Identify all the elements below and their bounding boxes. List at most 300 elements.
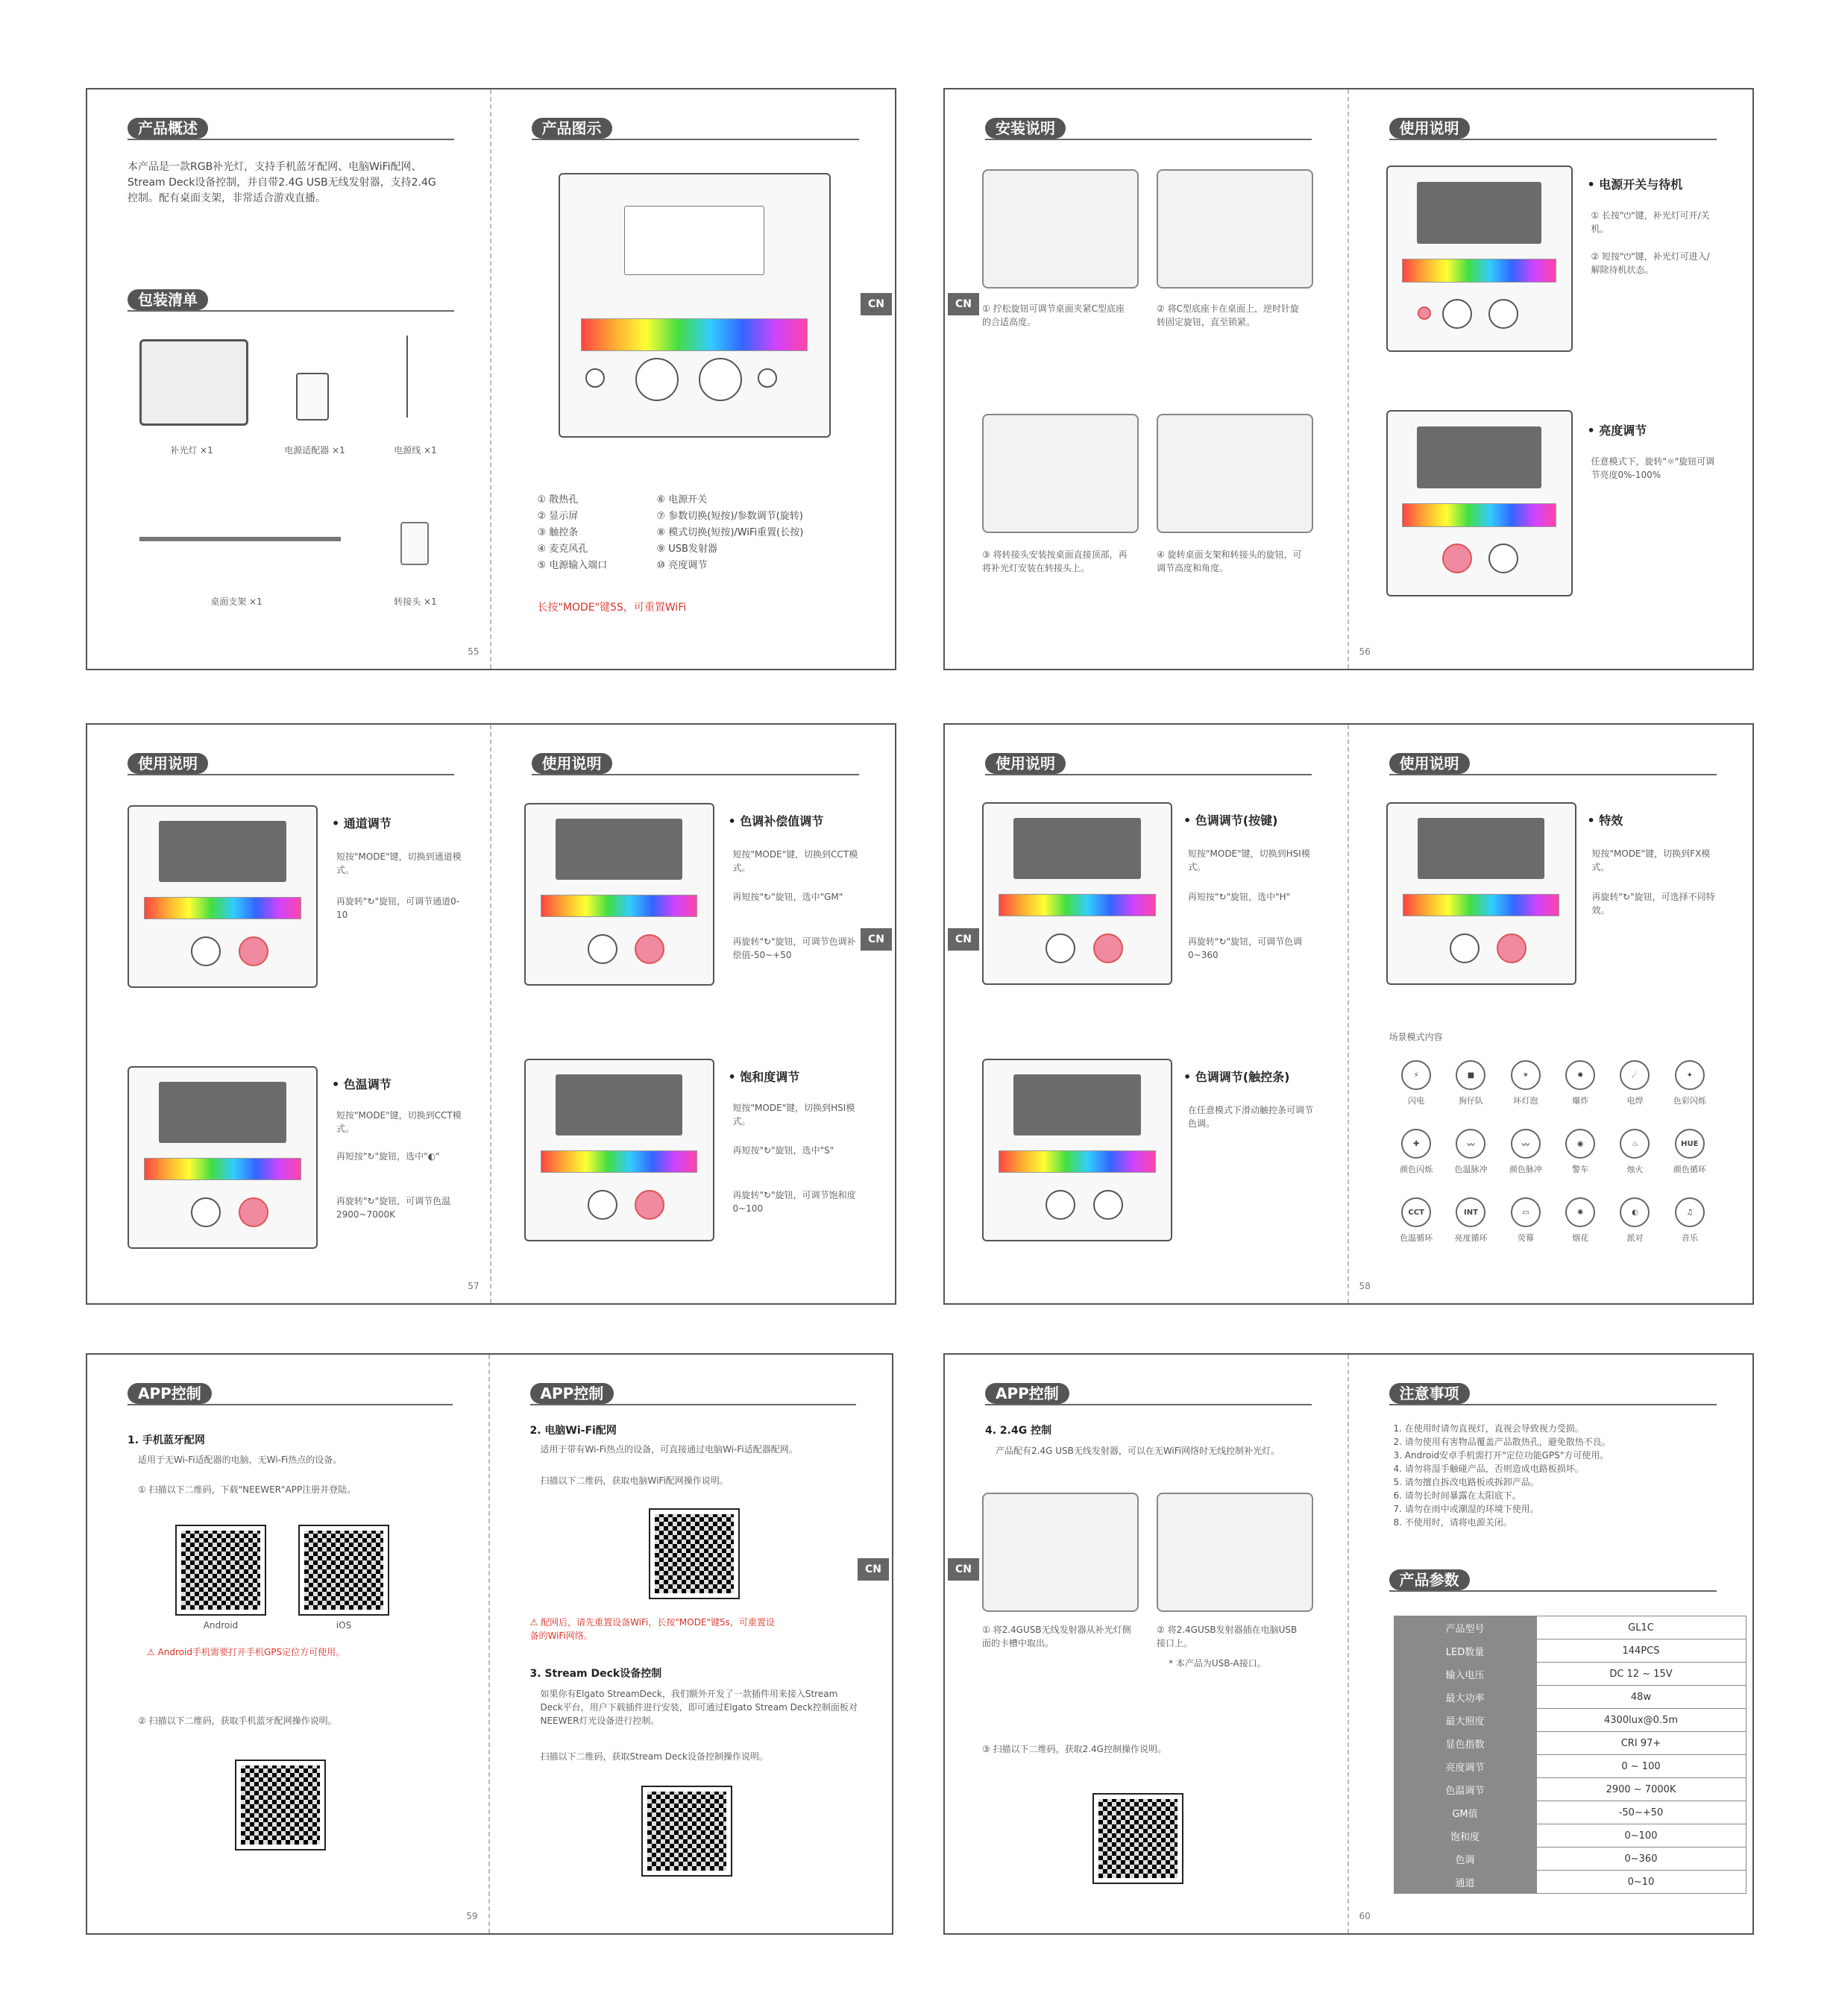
control-knobs [999,1190,1156,1226]
ios-label: iOS [336,1620,352,1631]
cct-line: 再短按"↻"旋钮，选中"◐" [336,1151,440,1162]
section-header [1389,753,1717,775]
spec-key: 亮度调节 [1394,1755,1536,1778]
section-header [128,289,454,312]
channel-line: 再旋转"↻"旋钮，可调节通道0-10 [336,896,460,920]
hue-touch-title: • 色调调节(触控条) [1183,1070,1290,1084]
control-knobs [144,936,301,972]
spread-usage-2 [943,723,1754,1305]
section-header [128,1383,453,1405]
adapter-illustration [296,373,329,420]
spec-key: 饱和度 [1394,1824,1536,1848]
page-right [490,1355,893,1933]
section-title: APP控制 [128,1383,212,1404]
spread-app-1 [86,1353,893,1935]
section-header [985,1383,1312,1405]
brightness-knob [239,1197,268,1227]
scene-label: 电焊 [1626,1096,1644,1106]
product-diagram [559,173,831,438]
scene-icon: ✺ [1565,1197,1595,1227]
spec-value: 0~100 [1536,1824,1746,1848]
install-photo-4 [1157,414,1313,533]
packing-item: 电源适配器 ×1 [284,445,345,456]
scene-item [1608,1060,1662,1106]
param-knob [635,358,679,401]
hue-touch-line: 在任意模式下滑动触控条可调节色调。 [1188,1105,1314,1129]
mode-button [758,368,777,388]
page-number: 58 [1359,1281,1371,1291]
cct-line: 短按"MODE"键，切换到CCT模式。 [336,1110,462,1134]
section1-line: 适用于无Wi-Fi适配器的电脑，无Wi-Fi热点的设备。 [138,1455,342,1465]
gm-line: 再短按"↻"旋钮，选中"GM" [732,892,843,902]
touch-bar [1402,259,1556,283]
touch-bar [1402,503,1556,527]
device-hue-button [982,802,1172,985]
install-step: ② 将C型底座卡在桌面上，逆时针旋转固定旋钮，直至锁紧。 [1157,303,1299,327]
spec-row [1394,1639,1746,1663]
touch-bar [541,895,698,918]
spec-row [1394,1686,1746,1709]
scene-icon: ◉ [1565,1129,1595,1159]
install-photo-1 [982,169,1139,289]
channel-title: • 通道调节 [332,816,392,831]
overview-text: 本产品是一款RGB补光灯，支持手机蓝牙配网、电脑WiFi配网、Stream Deck设备控制，并自带2.4G USB无线发射器，支持2.4G控制。配有桌面支架，非常适合游戏直播。 [128,161,436,204]
display-screen [1417,182,1541,245]
display-screen [159,1082,286,1143]
param-knob [588,934,617,964]
usb-a-note: * 本产品为USB-A接口。 [1169,1658,1266,1669]
brightness-title: • 亮度调节 [1587,423,1647,438]
scene-icon: 〰 [1511,1129,1541,1159]
page-left [945,89,1349,669]
wifi-reset-note: 长按"MODE"键5S，可重置WiFi [537,602,687,614]
spec-value: 4300lux@0.5m [1536,1709,1746,1732]
spread-install [943,88,1754,670]
param-knob [191,936,221,966]
legend-item: ⑥ 电源开关 [656,494,708,505]
legend-item: ① 散热孔 [537,494,579,505]
section2-line: 扫描以下二维码，获取电脑WiFi配网操作说明。 [540,1475,729,1486]
spread-app-2 [943,1353,1754,1935]
qr-code-android [177,1526,265,1614]
note-item: 6. 请勿长时间暴露在太阳底下。 [1393,1490,1521,1501]
page-left [945,725,1349,1303]
scene-item [1662,1197,1717,1244]
touch-bar [144,1158,301,1181]
notes-list [1394,1422,1714,1529]
section-title: 注意事项 [1389,1383,1470,1404]
spec-row [1394,1616,1746,1639]
install-photo-2 [1157,169,1313,289]
spec-key: GM值 [1394,1801,1536,1824]
legend-item: ⑦ 参数切换(短按)/参数调节(旋转) [656,511,803,522]
qr-code-bluetooth-guide [236,1761,324,1849]
scene-label: 色温脉冲 [1454,1165,1488,1174]
scene-item [1444,1197,1498,1244]
touch-bar [1403,894,1560,917]
cn-tab: CN [861,293,892,315]
page-right [491,89,896,669]
section4-step: ② 将2.4GUSB发射器插在电脑USB接口上。 [1157,1625,1298,1648]
display-screen [1013,1074,1141,1135]
section4-text: 产品配有2.4G USB无线发射器，可以在无WiFi网络时无线控制补光灯。 [996,1446,1280,1456]
scene-item [1553,1060,1608,1106]
spread-usage-1 [86,723,896,1305]
param-knob [588,1190,617,1220]
section-header [1389,1569,1717,1592]
scene-label: 色温循环 [1400,1233,1433,1243]
section2-title: 2. 电脑Wi-Fi配网 [529,1425,617,1437]
scene-icon: CCT [1401,1197,1431,1227]
scene-item [1608,1197,1662,1244]
scene-item [1662,1129,1717,1175]
section-header [128,753,454,775]
section-header [1389,118,1717,140]
scene-icon: ✦ [1675,1060,1705,1090]
cn-tab: CN [948,293,979,315]
brightness-knob [699,358,742,401]
page-left [87,1355,490,1933]
section-header [530,1383,857,1405]
control-knobs [581,363,807,415]
qr-code-ios [300,1526,388,1614]
spec-value: 144PCS [1536,1639,1746,1663]
scene-label: 派对 [1626,1233,1644,1243]
brightness-knob [1488,299,1518,329]
scene-item [1553,1197,1608,1244]
spec-row [1394,1663,1746,1686]
saturation-line: 再短按"↻"旋钮，选中"S" [732,1145,834,1156]
display-screen [556,1074,683,1135]
note-item: 7. 请勿在雨中或潮湿的环境下使用。 [1393,1504,1539,1514]
legend-item: ⑤ 电源输入端口 [537,560,608,571]
spec-row [1394,1871,1746,1894]
hue-button-title: • 色调调节(按键) [1183,813,1278,828]
gm-line: 再旋转"↻"旋钮，可调节色调补偿值-50~+50 [732,936,856,960]
android-label: Android [203,1620,239,1631]
light-panel-illustration [139,339,248,426]
spec-value: -50~+50 [1536,1801,1746,1824]
scene-item [1608,1129,1662,1175]
section-title: 使用说明 [1389,753,1470,774]
spec-value: 0~10 [1536,1871,1746,1894]
cct-line: 再旋转"↻"旋钮，可调节色温2900~7000K [336,1196,451,1220]
section-title: APP控制 [530,1383,614,1404]
scene-label: 颜色循环 [1673,1165,1706,1174]
page-right [1349,725,1753,1303]
gm-title: • 色调补偿值调节 [728,814,824,828]
section-title: 安装说明 [985,118,1066,139]
display-screen [159,821,286,882]
display-screen [624,206,764,275]
wifi-warning: ⚠ 配网后，请先重置设备WiFi，长按"MODE"键5s，可重置设备的WiFi网络。 [529,1617,775,1641]
scene-label: 坏灯泡 [1513,1096,1538,1106]
touch-bar [999,1150,1156,1174]
control-knobs [1402,299,1556,336]
scene-grid [1389,1060,1717,1244]
device-fx [1386,802,1576,985]
scene-item [1389,1129,1444,1175]
scene-icon: ▭ [1511,1197,1541,1227]
page-right [1349,89,1753,669]
param-knob [1442,299,1472,329]
section-title: 产品图示 [532,118,612,139]
spec-row [1394,1848,1746,1871]
legend-item: ⑩ 亮度调节 [656,560,708,571]
scene-item [1553,1129,1608,1175]
scene-icon: ⚡ [1401,1060,1431,1090]
section-title: 使用说明 [1389,118,1470,139]
device-saturation [524,1059,714,1241]
spec-key: 产品型号 [1394,1616,1536,1639]
brightness-knob [1093,1190,1123,1220]
brightness-text: 任意模式下，旋转"☼"旋钮可调节亮度0%-100% [1591,456,1715,480]
page-number: 55 [468,646,479,657]
touch-bar [999,894,1156,917]
scene-icon: ♫ [1675,1197,1705,1227]
scene-label: 颜色脉冲 [1509,1165,1542,1174]
cct-title: • 色温调节 [332,1077,392,1092]
scene-item [1444,1060,1498,1106]
scene-icon: ✚ [1401,1129,1431,1159]
control-knobs [144,1197,301,1233]
device-brightness [1386,410,1573,596]
power-cord-illustration [406,336,415,418]
gps-warning: ⚠ Android手机需要打开手机GPS定位方可使用。 [147,1647,345,1657]
hue-button-line: 再短按"↻"旋钮，选中"H" [1188,892,1291,902]
section-title: 产品概述 [128,118,208,139]
brightness-knob [1497,933,1526,963]
packing-item: 桌面支架 ×1 [210,596,262,607]
spec-row [1394,1755,1746,1778]
scene-icon: ☄ [1620,1060,1650,1090]
install-photo-3 [982,414,1139,533]
power-title: • 电源开关与待机 [1587,177,1683,192]
spec-key: 输入电压 [1394,1663,1536,1686]
spec-row [1394,1732,1746,1755]
adapter-head-illustration [400,522,429,565]
install-step: ④ 旋转桌面支架和转接头的旋钮，可调节高度和角度。 [1157,549,1302,573]
legend-item: ⑧ 模式切换(短按)/WiFi重置(长按) [656,527,804,538]
scene-icon: ✹ [1565,1060,1595,1090]
section4-step: ③ 扫描以下二维码，获取2.4G控制操作说明。 [982,1744,1166,1754]
qr-code-2.4g-guide [1094,1795,1182,1883]
page-number: 60 [1359,1911,1371,1921]
brightness-knob [1093,933,1123,963]
gm-line: 短按"MODE"键，切换到CCT模式。 [732,849,858,873]
touch-bar [581,318,807,351]
section-title: 产品参数 [1389,1569,1470,1590]
spec-key: 最大照度 [1394,1709,1536,1732]
brightness-knob [635,934,664,964]
section-header [128,118,454,140]
section-header [532,753,860,775]
legend-item: ⑨ USB发射器 [656,544,717,555]
power-button [1418,306,1431,320]
scene-item [1498,1197,1553,1244]
scene-title: 场景模式内容 [1389,1032,1443,1042]
scene-item [1662,1060,1717,1106]
spec-row [1394,1709,1746,1732]
scene-label: 亮度循环 [1454,1233,1488,1243]
install-step: ③ 将转接头安装按桌面直接顶部，再将补光灯安装在转接头上。 [982,549,1128,573]
scene-item [1498,1060,1553,1106]
section-title: 使用说明 [985,753,1066,774]
spec-key: 最大功率 [1394,1686,1536,1709]
legend-right [657,492,858,574]
page-right [1349,1355,1753,1933]
spec-table [1394,1616,1746,1894]
saturation-title: • 饱和度调节 [728,1070,800,1084]
note-item: 8. 不使用时，请将电源关闭。 [1393,1517,1512,1528]
param-knob [1046,933,1075,963]
section1-line: ① 扫描以下二维码，下载"NEEWER"APP注册并登陆。 [138,1484,356,1495]
cn-tab: CN [858,1558,889,1581]
display-screen [556,819,683,880]
packing-item: 电源线 ×1 [394,445,437,456]
section-header [1389,1383,1717,1405]
note-item: 5. 请勿擅自拆改电路板或拆卸产品。 [1393,1477,1539,1487]
display-screen [1418,818,1545,879]
section-header [532,118,860,140]
scene-label: 警车 [1572,1165,1589,1174]
control-knobs [1403,933,1560,969]
section1-line: ② 扫描以下二维码，获取手机蓝牙配网操作说明。 [138,1716,337,1726]
device-cct [128,1066,318,1249]
legend-item: ④ 麦克风孔 [537,544,588,555]
scene-label: 狗仔队 [1458,1096,1483,1106]
spec-value: DC 12 ~ 15V [1536,1663,1746,1686]
scene-label: 爆炸 [1572,1096,1589,1106]
packing-item: 补光灯 ×1 [170,445,213,456]
section1-title: 1. 手机蓝牙配网 [128,1434,205,1446]
device-power [1386,166,1573,352]
spec-row [1394,1824,1746,1848]
spec-value: 0~360 [1536,1848,1746,1871]
cn-tab: CN [948,928,979,951]
scene-icon: INT [1456,1197,1485,1227]
section2-line: 适用于带有Wi-Fi热点的设备，可直接通过电脑Wi-Fi适配器配网。 [540,1444,798,1455]
section-title: 使用说明 [532,753,612,774]
note-item: 4. 请勿将湿手触碰产品，否则造成电路板损坏。 [1393,1464,1584,1474]
scene-label: 色彩闪烁 [1673,1096,1706,1106]
section-title: 包装清单 [128,289,208,310]
qr-code-wifi-guide [650,1510,738,1598]
legend-left [538,492,657,574]
power-line: ① 长按"⏻"键，补光灯可开/关机。 [1591,210,1710,234]
scene-icon: ♨ [1620,1129,1650,1159]
scene-icon: HUE [1675,1129,1705,1159]
section3-text: 如果你有Elgato StreamDeck，我们额外开发了一款插件用来接入Stream Deck平台，用户下载插件进行安装，即可通过Elgato Stream Deck控制面板对NEEWER灯光设备进行控制。 [540,1689,858,1726]
spec-key: 色温调节 [1394,1778,1536,1801]
touch-bar [541,1150,698,1174]
control-knobs [999,933,1156,969]
scene-icon: ■ [1456,1060,1485,1090]
section-title: APP控制 [985,1383,1069,1404]
page-number: 57 [468,1281,479,1291]
spec-key: 色调 [1394,1848,1536,1871]
param-knob [1450,933,1480,963]
scene-label: 颜色闪烁 [1400,1165,1433,1174]
fx-line: 短按"MODE"键，切换到FX模式。 [1591,848,1711,872]
param-knob [191,1197,221,1227]
spec-value: 48w [1536,1686,1746,1709]
spec-value: GL1C [1536,1616,1746,1639]
control-knobs [541,1190,698,1226]
brightness-knob [635,1190,664,1220]
spec-value: CRI 97+ [1536,1732,1746,1755]
cn-tab: CN [861,928,892,951]
legend-item: ② 显示屏 [537,511,579,522]
scene-item [1389,1197,1444,1244]
scene-icon: ◐ [1620,1197,1650,1227]
packing-item: 转接头 ×1 [394,596,437,607]
hue-button-line: 短按"MODE"键，切换到HSI模式。 [1188,848,1310,872]
legend-item: ③ 触控条 [537,527,579,538]
scene-label: 烛火 [1626,1165,1644,1174]
spec-key: 显色指数 [1394,1732,1536,1755]
section3-line: 扫描以下二维码，获取Stream Deck设备控制操作说明。 [540,1751,768,1762]
usb-laptop-photo [1157,1493,1313,1612]
spread-overview [86,88,896,670]
scene-label: 烟花 [1572,1233,1589,1243]
display-screen [1417,426,1541,489]
section4-title: 4. 2.4G 控制 [985,1425,1052,1437]
page-number: 56 [1359,646,1371,657]
spec-key: 通道 [1394,1871,1536,1894]
device-gm [524,803,714,986]
page-left [945,1355,1349,1933]
spec-key: LED数量 [1394,1639,1536,1663]
brightness-knob [239,936,268,966]
device-channel [128,805,318,988]
spec-value: 0 ~ 100 [1536,1755,1746,1778]
scene-label: 闪电 [1408,1096,1425,1106]
page-left [87,89,491,669]
fx-title: • 特效 [1587,813,1623,828]
spec-value: 2900 ~ 7000K [1536,1778,1746,1801]
scene-icon: 〰 [1456,1129,1485,1159]
section4-step: ① 将2.4GUSB无线发射器从补光灯侧面的卡槽中取出。 [982,1625,1131,1648]
qr-code-streamdeck-guide [643,1787,731,1875]
scene-label: 荧幕 [1517,1233,1534,1243]
section-header [985,753,1312,775]
desk-stand-illustration [139,537,341,541]
note-item: 2. 请勿使用有害物品覆盖产品散热孔，避免散热不良。 [1393,1437,1611,1447]
scene-item [1444,1129,1498,1175]
section3-title: 3. Stream Deck设备控制 [529,1668,662,1680]
scene-item [1498,1129,1553,1175]
scene-item [1389,1060,1444,1106]
section-title: 使用说明 [128,753,208,774]
control-knobs [1402,544,1556,580]
scene-icon: ✶ [1511,1060,1541,1090]
display-screen [1013,818,1141,879]
note-item: 1. 在使用时请勿直视灯，直视会导致视力受损。 [1393,1423,1584,1434]
page-left [87,725,491,1303]
scene-label: 音乐 [1681,1233,1698,1243]
spec-row [1394,1801,1746,1824]
usb-remove-photo [982,1493,1139,1612]
saturation-line: 再旋转"↻"旋钮，可调节饱和度0~100 [732,1190,856,1214]
touch-bar [144,897,301,920]
install-step: ① 拧松旋钮可调节桌面夹紧C型底座的合适高度。 [982,303,1125,327]
note-item: 3. Android安卓手机需打开"定位功能GPS"方可使用。 [1393,1450,1609,1461]
spec-row [1394,1778,1746,1801]
saturation-line: 短按"MODE"键，切换到HSI模式。 [732,1103,855,1127]
channel-line: 短按"MODE"键，切换到通道模式。 [336,851,462,875]
param-knob [1488,544,1518,573]
